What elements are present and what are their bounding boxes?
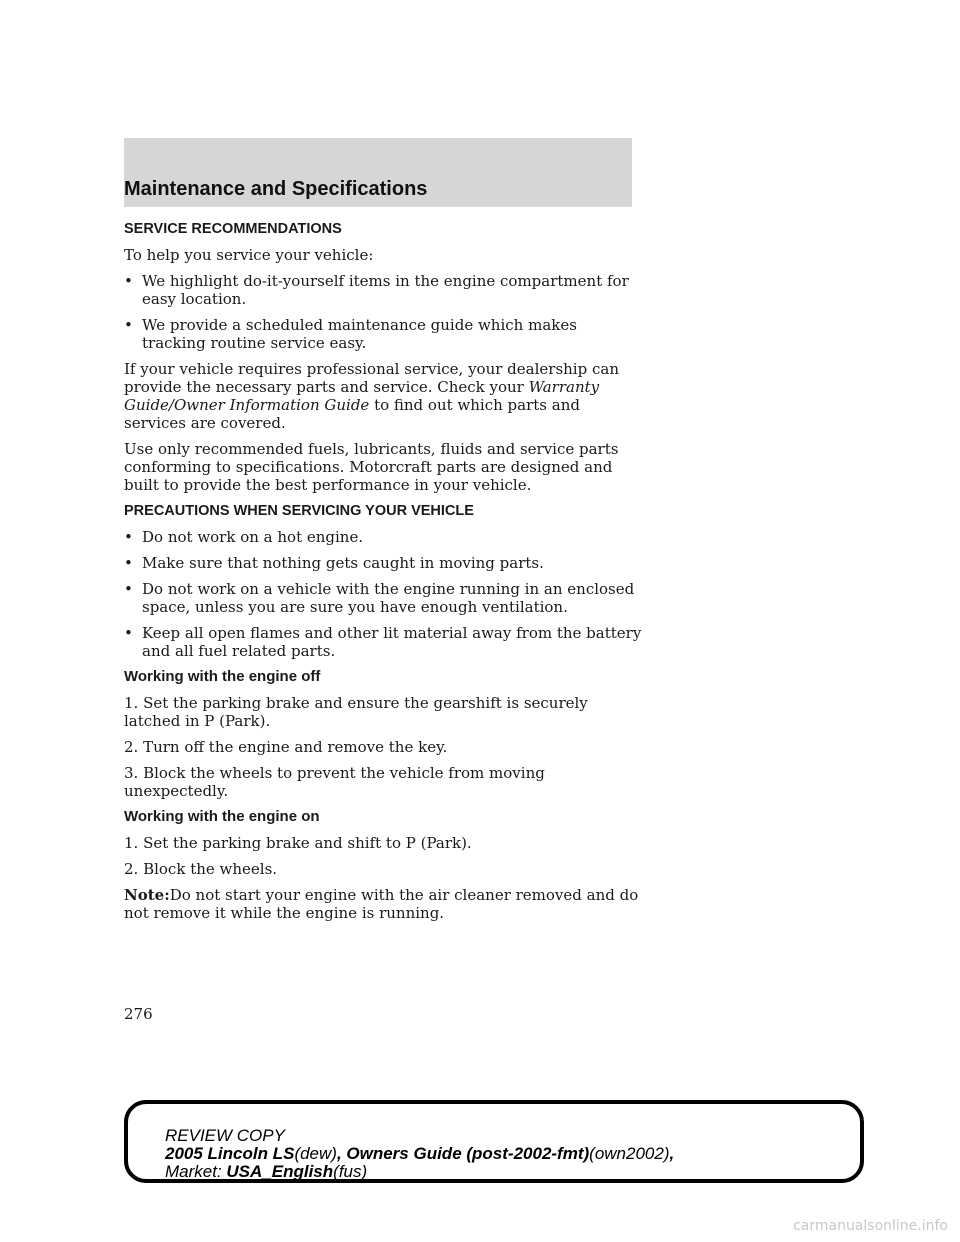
list-item: • Keep all open flames and other lit material away from the battery and all fuel related parts. — [124, 624, 642, 660]
engine-off-step: 1. Set the parking brake and ensure the gearshift is securely latched in P (Park). — [124, 694, 588, 730]
heading-engine-off: Working with the engine off — [124, 668, 321, 685]
bullet-icon: • — [124, 580, 133, 598]
list-item: • Make sure that nothing gets caught in moving parts. — [124, 554, 544, 572]
page-content — [124, 220, 644, 930]
section-title: Maintenance and Specifications — [124, 178, 428, 200]
service-bullet-list — [124, 272, 644, 352]
engine-on-step: 2. Block the wheels. — [124, 860, 278, 878]
bullet-icon: • — [124, 624, 133, 642]
page-number: 276 — [124, 1005, 153, 1023]
section-header-band — [124, 138, 632, 207]
note-label: Note: — [124, 886, 170, 904]
intro-text: To help you service your vehicle: — [124, 246, 374, 264]
heading-engine-on: Working with the engine on — [124, 808, 320, 825]
bullet-icon: • — [124, 528, 133, 546]
review-copy-vehicle-line: 2005 Lincoln LS(dew), Owners Guide (post-2002-fmt)(own2002), — [165, 1144, 675, 1163]
review-copy-label: REVIEW COPY — [165, 1126, 285, 1145]
engine-on-step: 1. Set the parking brake and shift to P (Park). — [124, 834, 472, 852]
review-copy-market-line: Market: USA_English(fus) — [165, 1162, 368, 1181]
list-item: • We highlight do-it-yourself items in the engine compartment for easy location. — [124, 272, 629, 308]
dealership-paragraph: If your vehicle requires professional service, your dealership can provide the necessary parts and service. Check your Warranty Guide/Owner Information Guide to find out which parts and services are covered. — [124, 360, 619, 432]
review-copy-text — [165, 1127, 674, 1181]
list-item: • Do not work on a vehicle with the engine running in an enclosed space, unless you are sure you have enough ventilation. — [124, 580, 635, 616]
note-text: Do not start your engine with the air cleaner removed and do not remove it while the engine is running. — [124, 886, 639, 922]
heading-precautions: PRECAUTIONS WHEN SERVICING YOUR VEHICLE — [124, 503, 474, 519]
bullet-icon: • — [124, 316, 133, 334]
note-paragraph — [124, 886, 644, 922]
list-item: • Do not work on a hot engine. — [124, 528, 364, 546]
engine-off-step: 2. Turn off the engine and remove the key. — [124, 738, 448, 756]
bullet-icon: • — [124, 272, 133, 290]
list-item: • We provide a scheduled maintenance guide which makes tracking routine service easy. — [124, 316, 577, 352]
bullet-icon: • — [124, 554, 133, 572]
watermark: carmanualsonline.info — [793, 1218, 948, 1234]
heading-service-recommendations: SERVICE RECOMMENDATIONS — [124, 221, 342, 237]
engine-off-step: 3. Block the wheels to prevent the vehicle from moving unexpectedly. — [124, 764, 545, 800]
parts-paragraph: Use only recommended fuels, lubricants, fluids and service parts conforming to specifications. Motorcraft parts are designed and built to provide the best performance in your vehicle. — [124, 440, 619, 494]
precautions-bullet-list — [124, 528, 644, 660]
warranty-guide-title: Warranty Guide/Owner Information Guide — [124, 378, 600, 414]
